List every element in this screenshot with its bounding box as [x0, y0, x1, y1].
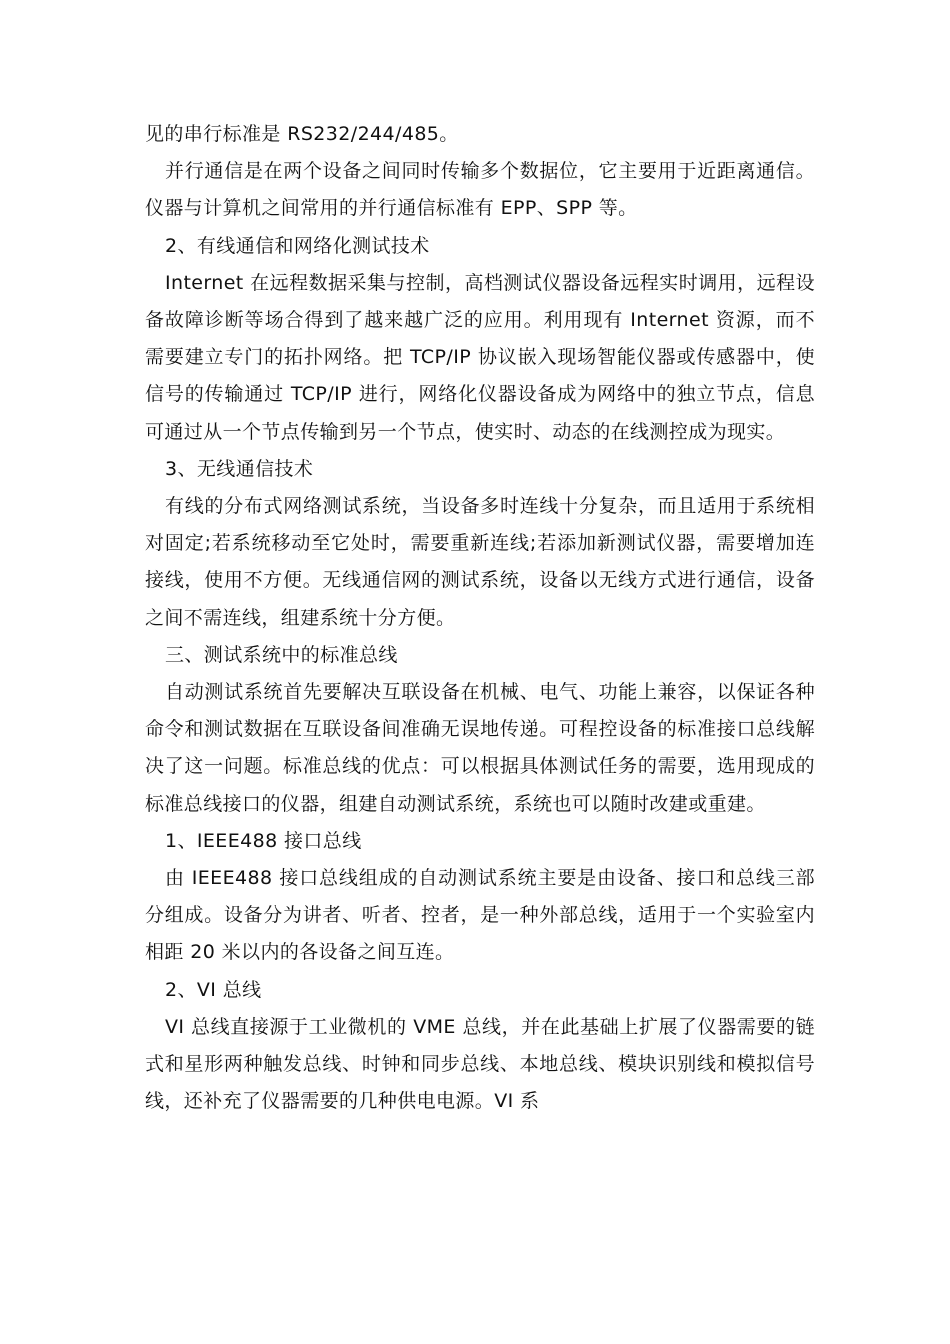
paragraph-continuation: 见的串行标准是 RS232/244/485。	[145, 123, 459, 145]
document-body	[145, 116, 815, 1120]
heading-standard-bus: 三、测试系统中的标准总线	[165, 643, 398, 666]
heading-wireless-communication: 3、无线通信技术	[165, 457, 314, 480]
paragraph-parallel-communication: 并行通信是在两个设备之间同时传输多个数据位，它主要用于近距离通信。仪器与计算机之间常用的并行通信标准有 EPP、SPP 等。	[145, 160, 815, 220]
paragraph-wireless-testing: 有线的分布式网络测试系统，当设备多时连线十分复杂，而且适用于系统相对固定;若系统移动至它处时，需要重新连线;若添加新测试仪器，需要增加连接线，使用不方便。无线通信网的测试系统，设备以无线方式进行通信，设备之间不需连线，组建系统十分方便。	[145, 495, 815, 629]
heading-ieee488-bus: 1、IEEE488 接口总线	[165, 829, 362, 852]
heading-wired-network-testing: 2、有线通信和网络化测试技术	[165, 234, 430, 257]
paragraph-internet-testing: Internet 在远程数据采集与控制，高档测试仪器设备远程实时调用，远程设备故障诊断等场合得到了越来越广泛的应用。利用现有 Internet 资源，而不需要建立专门的拓扑网络。把 TCP/IP 协议嵌入现场智能仪器或传感器中，使信号的传输通过 TCP/IP 进行，网络化仪器设备成为网络中的独立节点，信息可通过从一个节点传输到另一个节点，使实时、动态的在线测控成为现实。	[145, 271, 815, 443]
paragraph-ieee488-bus: 由 IEEE488 接口总线组成的自动测试系统主要是由设备、接口和总线三部分组成。设备分为讲者、听者、控者，是一种外部总线，适用于一个实验室内相距 20 米以内的各设备之间互连。	[145, 867, 815, 964]
heading-vi-bus: 2、VI 总线	[165, 978, 262, 1001]
paragraph-standard-bus: 自动测试系统首先要解决互联设备在机械、电气、功能上兼容，以保证各种命令和测试数据在互联设备间准确无误地传递。可程控设备的标准接口总线解决了这一问题。标准总线的优点：可以根据具体测试任务的需要，选用现成的标准总线接口的仪器，组建自动测试系统，系统也可以随时改建或重建。	[145, 681, 815, 815]
paragraph-vi-bus: VI 总线直接源于工业微机的 VME 总线，并在此基础上扩展了仪器需要的链式和星形两种触发总线、时钟和同步总线、本地总线、模块识别线和模拟信号线，还补充了仪器需要的几种供电电源。VI 系	[145, 1015, 815, 1113]
